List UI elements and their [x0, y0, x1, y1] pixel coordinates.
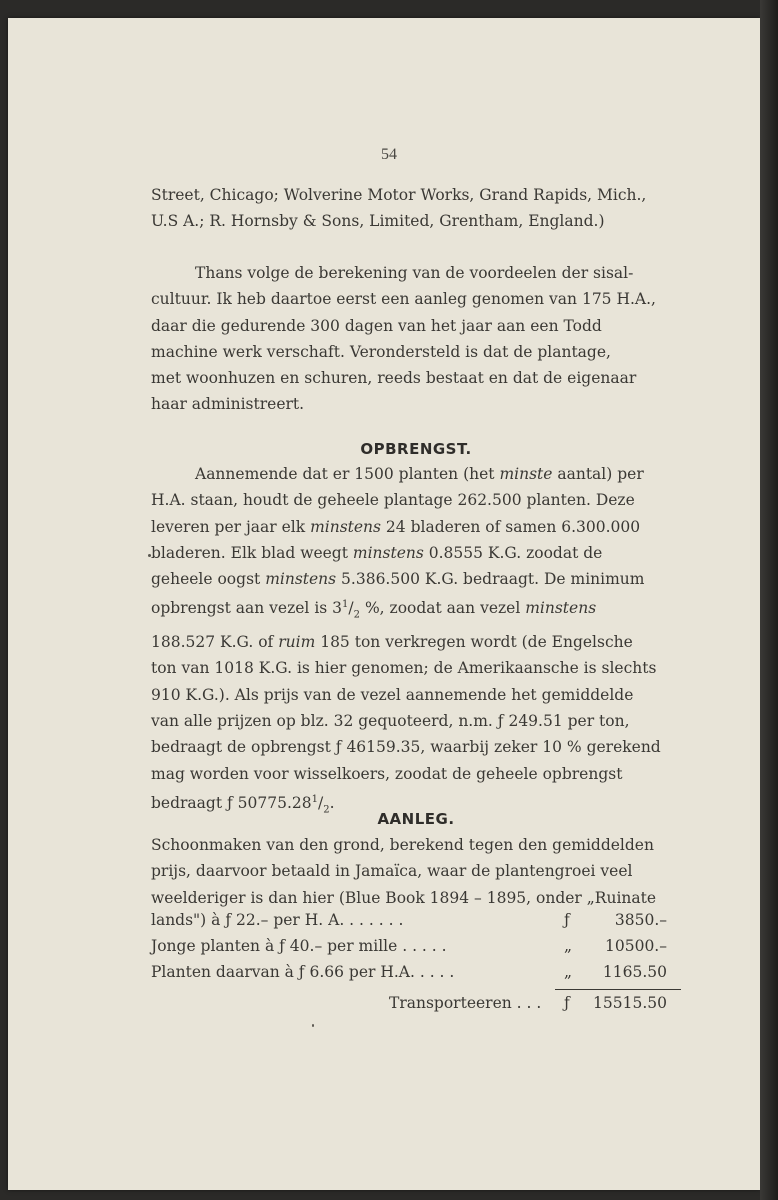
ink-speck: [148, 554, 151, 557]
cost-label: lands") à ƒ 22.– per H. A. . . . . . .: [151, 911, 404, 929]
text-line: cultuur. Ik heb daartoe eerst een aanleg genomen van 175 H.A.,: [151, 290, 656, 309]
currency-mark: „: [564, 963, 573, 981]
text-line: U.S A.; R. Hornsby & Sons, Limited, Grentham, England.): [151, 212, 605, 231]
text-line: ton van 1018 K.G. is hier genomen; de Amerikaansche is slechts: [151, 659, 657, 678]
cost-amount: 10500.–: [605, 937, 667, 955]
text-line: met woonhuzen en schuren, reeds bestaat en dat de eigenaar: [151, 369, 637, 388]
cost-label: Planten daarvan à ƒ 6.66 per H.A. . . . .: [151, 963, 455, 981]
book-edge: [760, 0, 778, 1200]
sum-rule: [555, 989, 681, 990]
text-line: 188.527 K.G. of ruim 185 ton verkregen wordt (de Engelsche: [151, 633, 633, 652]
heading-opbrengst: OPBRENGST.: [360, 440, 472, 458]
text-line: Aannemende dat er 1500 planten (het minste aantal) per: [195, 465, 644, 483]
total-amount: 15515.50: [593, 994, 667, 1012]
text-line: Thans volge de berekening van de voordeelen der sisal-: [195, 264, 634, 282]
text-line: opbrengst aan vezel is $3^1/_2$ %, zoodat aan vezel minstens: [151, 599, 597, 621]
paragraph-continuation: [151, 182, 681, 235]
cost-row: [151, 911, 681, 937]
text-line: bladeren. Elk blad weegt minstens 0.8555 K.G. zoodat de: [151, 543, 603, 562]
text-line: geheele oogst minstens 5.386.500 K.G. bedraagt. De minimum: [151, 570, 645, 589]
heading-aanleg: AANLEG.: [377, 810, 455, 828]
currency-mark: ƒ: [564, 911, 570, 929]
total-label: Transporteeren . . .: [389, 994, 542, 1012]
text-line: H.A. staan, houdt de geheele plantage 262.500 planten. Deze: [151, 491, 635, 510]
text-line: Schoonmaken van den grond, berekend tegen den gemiddelden: [151, 836, 654, 854]
paragraph-aanleg: [151, 832, 681, 911]
page-number: 54: [381, 146, 397, 163]
total-row: [151, 994, 681, 1020]
text-line: leveren per jaar elk minstens 24 bladeren of samen 6.300.000: [151, 517, 641, 536]
paragraph-opbrengst: [151, 461, 681, 823]
cost-row: [151, 937, 681, 963]
cost-amount: 3850.–: [614, 911, 667, 929]
text-line: weelderiger is dan hier (Blue Book 1894 – 1895, onder „Ruinate: [151, 888, 657, 907]
text-line: van alle prijzen op blz. 32 gequoteerd, n.m. ƒ 249.51 per ton,: [151, 711, 630, 730]
cost-row: [151, 963, 681, 989]
cost-label: Jonge planten à ƒ 40.– per mille . . . . .: [151, 937, 447, 955]
cost-amount: 1165.50: [602, 963, 667, 981]
text-line: mag worden voor wisselkoers, zoodat de geheele opbrengst: [151, 764, 623, 783]
text-line: bedraagt de opbrengst ƒ 46159.35, waarbij zeker 10 % gerekend: [151, 738, 661, 757]
text-line: daar die gedurende 300 dagen van het jaar aan een Todd: [151, 316, 602, 335]
currency-mark: ƒ: [564, 994, 570, 1012]
ink-speck: [312, 1024, 314, 1027]
cost-table: [151, 911, 681, 1031]
text-line: prijs, daarvoor betaald in Jamaïca, waar de plantengroei veel: [151, 862, 633, 881]
currency-mark: „: [564, 937, 573, 955]
text-line: machine werk verschaft. Verondersteld is dat de plantage,: [151, 342, 611, 361]
text-line: bedraagt ƒ $50775.28^1/_2$.: [151, 793, 335, 816]
text-line: haar administreert.: [151, 395, 305, 414]
paragraph-intro: [151, 260, 681, 418]
text-line: 910 K.G.). Als prijs van de vezel aannemende het gemiddelde: [151, 685, 634, 704]
text-line: Street, Chicago; Wolverine Motor Works, Grand Rapids, Mich.,: [151, 186, 647, 204]
